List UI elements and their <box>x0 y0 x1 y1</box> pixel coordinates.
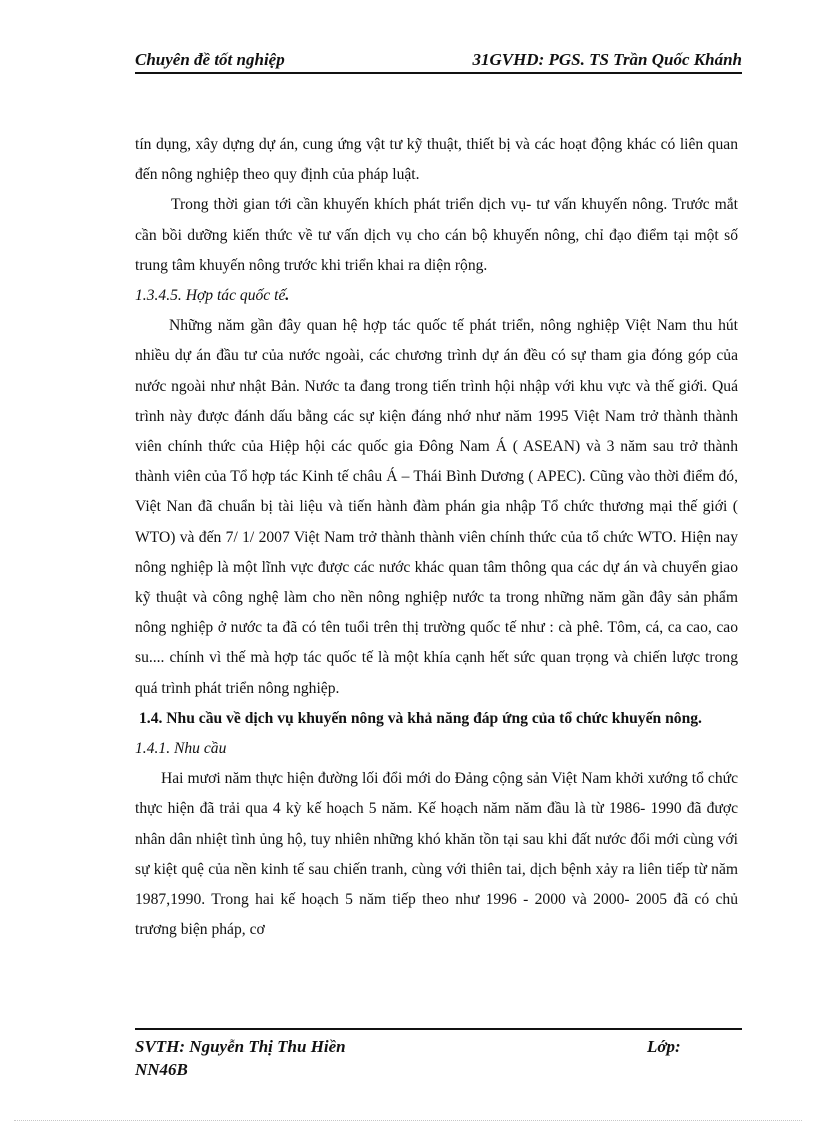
section-title-dot: . <box>285 287 290 305</box>
page-bottom-divider <box>14 1120 802 1121</box>
paragraph-4: Hai mươi năm thực hiện đường lối đổi mới do Đảng cộng sản Việt Nam khởi xướng tổ chức thực hiện đã trải qua 4 kỳ kế hoạch 5 năm. Kế hoạch năm năm đầu là từ 1986- 1990 đã được nhân dân nhiệt tình ủng hộ, tuy nhiên những khó khăn tồn tại sau khi đất nước đổi mới cùng với sự kiệt quệ của nền kinh tế sau chiến tranh, cùng với thiên tai, dịch bệnh xảy ra liên tiếp từ năm 1987,1990. Trong hai kế hoạch 5 năm tiếp theo như 1996 - 2000 và 2000- 2005 đã có chủ trương biện pháp, cơ <box>135 770 738 939</box>
paragraph-2: Trong thời gian tới cần khuyến khích phát triển dịch vụ- tư vấn khuyến nông. Trước mắt cần bồi dưỡng kiến thức về tư vấn dịch vụ cho cán bộ khuyến nông, chỉ đạo điểm tại một số trung tâm khuyến nông trước khi triển khai ra diện rộng. <box>135 196 738 274</box>
footer-class-label: Lớp: <box>647 1037 681 1056</box>
footer-class-code: NN46B <box>135 1060 188 1079</box>
footer-student-name: SVTH: Nguyễn Thị Thu Hiền <box>135 1037 346 1056</box>
paragraph-1: tín dụng, xây dựng dự án, cung ứng vật tư kỹ thuật, thiết bị và các hoạt động khác có liên quan đến nông nghiệp theo quy định của pháp luật. <box>135 136 738 184</box>
section-heading-1-4: 1.4. Nhu cầu về dịch vụ khuyến nông và khả năng đáp ứng của tổ chức khuyến nông. <box>139 709 702 727</box>
section-title: Hợp tác quốc tế <box>185 287 286 305</box>
header-supervisor: 31GVHD: PGS. TS Trần Quốc Khánh <box>472 50 742 69</box>
header-document-type: Chuyên đề tốt nghiệp <box>135 50 285 69</box>
section-number: 1.3.4.5. <box>135 287 186 305</box>
page-body <box>135 130 738 945</box>
page-footer <box>135 1028 742 1081</box>
paragraph-3: Những năm gần đây quan hệ hợp tác quốc tế phát triển, nông nghiệp Việt Nam thu hút nhiều dự án đầu tư của nước ngoài, các chương trình dự án đều có sự tham gia đóng góp của nước ngoài như nhật Bản. Nước ta đang trong tiến trình hội nhập với khu vực và thế giới. Quá trình này được đánh dấu bằng các sự kiện đáng nhớ như năm 1995 Việt Nam trở thành thành viên chính thức của Hiệp hội các quốc gia Đông Nam Á ( ASEAN) và 3 năm sau trở thành thành viên của Tổ hợp tác Kinh tế châu Á – Thái Bình Dương ( APEC). Cũng vào thời điểm đó, Việt Nan đã chuẩn bị tài liệu và tiến hành đàm phán gia nhập Tổ chức thương mại thế giới ( WTO) và đến 7/ 1/ 2007 Việt Nam trở thành thành viên chính thức của tổ chức WTO. Hiện nay nông nghiệp là một lĩnh vực được các nước khác quan tâm thông qua các dự án và chuyển giao kỹ thuật và công nghệ làm cho nền nông nghiệp nước ta trong những năm gần đây sản phẩm nông nghiệp ở nước ta đã có tên tuổi trên thị trường quốc tế như : cà phê. Tôm, cá, ca cao, cao su.... chính vì thế mà hợp tác quốc tế là một khía cạnh hết sức quan trọng và chiến lược trong quá trình phát triển nông nghiệp. <box>135 317 738 697</box>
section-heading-1-3-4-5 <box>135 281 738 311</box>
page-header <box>135 48 742 74</box>
section-heading-1-4-1: 1.4.1. Nhu cầu <box>135 740 227 758</box>
